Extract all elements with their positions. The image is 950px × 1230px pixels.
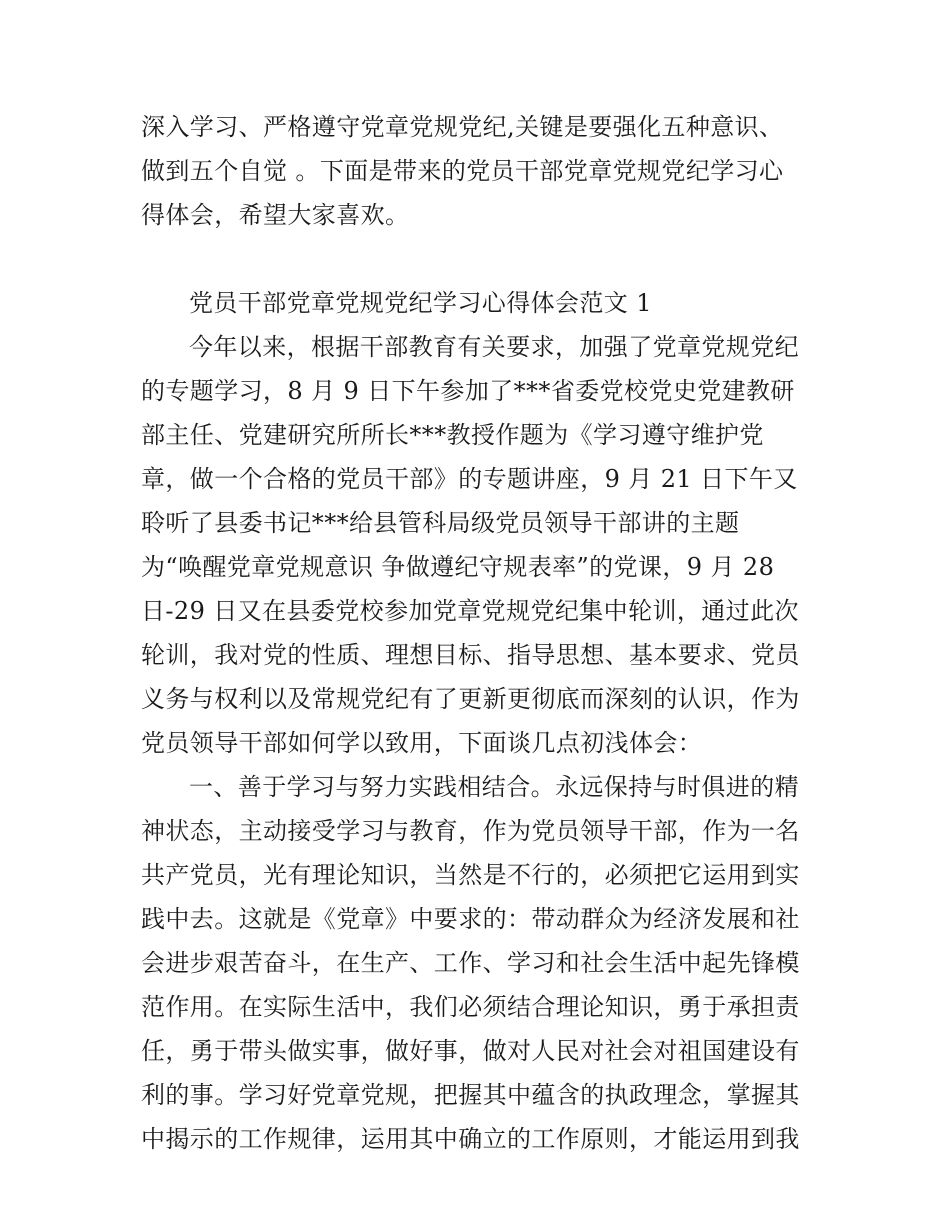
paragraph2-line-5: 会进步艰苦奋斗，在生产、工作、学习和社会生活中起先锋模 (141, 949, 800, 977)
paragraph1-line-10: 党员领导干部如何学以致用，下面谈几点初浅体会： (141, 729, 703, 757)
paragraph2-line-4: 践中去。这就是《党章》中要求的：带动群众为经济发展和社 (141, 905, 800, 933)
intro-line-1: 深入学习、严格遵守党章党规党纪,关键是要强化五种意识、 (141, 113, 784, 141)
paragraph2-line-7: 任，勇于带头做实事，做好事，做对人民对社会对祖国建设有 (141, 1037, 800, 1065)
paragraph1-line-7: 日-29 日又在县委党校参加党章党规党纪集中轮训，通过此次 (141, 597, 799, 625)
paragraph1-line-1: 今年以来，根据干部教育有关要求，加强了党章党规党纪 (189, 333, 799, 361)
paragraph2-line-8: 利的事。学习好党章党规，把握其中蕴含的执政理念，掌握其 (141, 1081, 800, 1109)
paragraph1-line-5: 聆听了县委书记***给县管科局级党员领导干部讲的主题 (141, 509, 740, 537)
paragraph1-line-3: 部主任、党建研究所所长***教授作题为《学习遵守维护党 (141, 421, 764, 449)
paragraph1-line-4: 章，做一个合格的党员干部》的专题讲座，9 月 21 日下午又 (141, 465, 798, 493)
section-heading: 党员干部党章党规党纪学习心得体会范文 1 (189, 289, 652, 317)
paragraph1-line-2: 的专题学习，8 月 9 日下午参加了***省委党校党史党建教研 (141, 377, 795, 405)
paragraph2-line-3: 共产党员，光有理论知识，当然是不行的，必须把它运用到实 (141, 861, 800, 889)
paragraph2-line-1: 一、善于学习与努力实践相结合。永远保持与时俱进的精 (189, 773, 799, 801)
paragraph2-line-2: 神状态，主动接受学习与教育，作为党员领导干部，作为一名 (141, 817, 800, 845)
paragraph1-line-6: 为“唤醒党章党规意识 争做遵纪守规表率”的党课，9 月 28 (141, 553, 775, 581)
paragraph2-line-6: 范作用。在实际生活中，我们必须结合理论知识，勇于承担责 (141, 993, 800, 1021)
intro-line-2: 做到五个自觉 。下面是带来的党员干部党章党规党纪学习心 (141, 157, 784, 185)
paragraph1-line-8: 轮训，我对党的性质、理想目标、指导思想、基本要求、党员 (141, 641, 800, 669)
intro-line-3: 得体会，希望大家喜欢。 (141, 201, 410, 229)
paragraph1-line-9: 义务与权利以及常规党纪有了更新更彻底而深刻的认识，作为 (141, 685, 800, 713)
paragraph2-line-9: 中揭示的工作规律，运用其中确立的工作原则，才能运用到我 (141, 1125, 800, 1153)
